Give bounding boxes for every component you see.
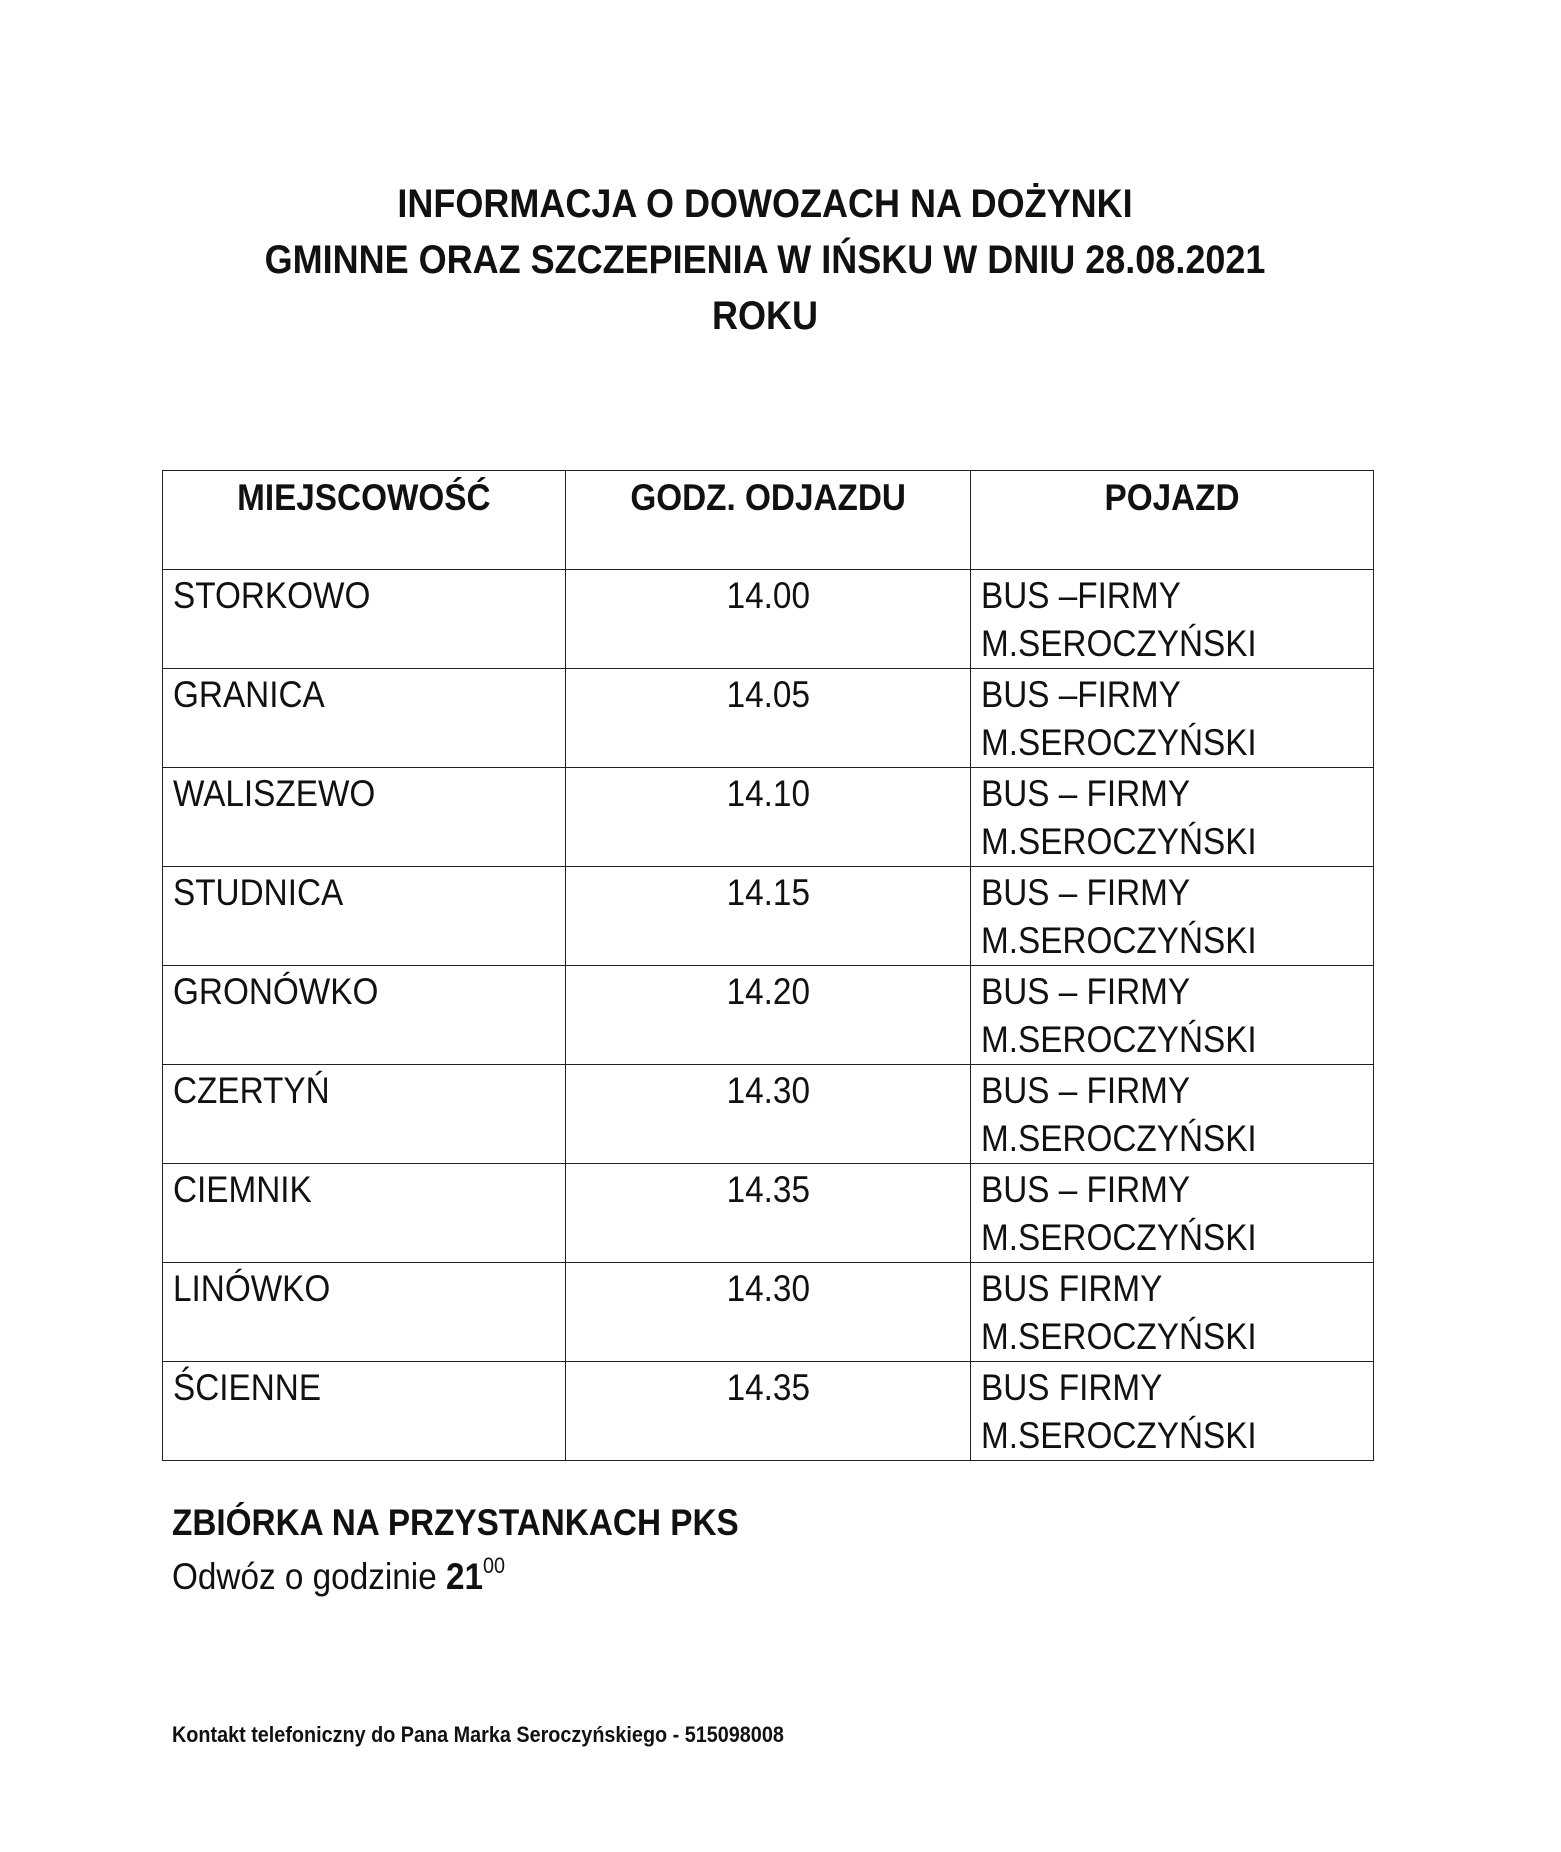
title-line-2: GMINNE ORAZ SZCZEPIENIA W IŃSKU W DNIU 28.08.2021 (264, 238, 1266, 282)
header-departure-time: GODZ. ODJAZDU (566, 471, 971, 570)
place-cell: CIEMNIK (163, 1164, 566, 1263)
departure-time-cell: 14.10 (566, 768, 971, 867)
place-cell: GRONÓWKO (163, 966, 566, 1065)
vehicle-cell: BUS – FIRMY M.SEROCZYŃSKI (971, 768, 1374, 867)
place-cell: ŚCIENNE (163, 1362, 566, 1461)
place-cell: STUDNICA (163, 867, 566, 966)
departure-time-cell: 14.35 (566, 1362, 971, 1461)
schedule-body (163, 570, 1374, 1461)
title-line-1: INFORMACJA O DOWOZACH NA DOŻYNKI (397, 182, 1133, 226)
table-row (163, 867, 1374, 966)
departure-time-cell: 14.15 (566, 867, 971, 966)
vehicle-cell: BUS – FIRMY M.SEROCZYŃSKI (971, 1065, 1374, 1164)
departure-time-cell: 14.20 (566, 966, 971, 1065)
table-row (163, 768, 1374, 867)
table-row (163, 669, 1374, 768)
table-row (163, 966, 1374, 1065)
vehicle-cell: BUS FIRMY M.SEROCZYŃSKI (971, 1362, 1374, 1461)
return-note (172, 1553, 505, 1598)
vehicle-cell: BUS FIRMY M.SEROCZYŃSKI (971, 1263, 1374, 1362)
table-row (163, 570, 1374, 669)
departure-time-cell: 14.35 (566, 1164, 971, 1263)
table-row (163, 1362, 1374, 1461)
return-hour: 21 (445, 1556, 484, 1597)
table-row (163, 1164, 1374, 1263)
table-row (163, 1263, 1374, 1362)
departure-time-cell: 14.30 (566, 1065, 971, 1164)
place-cell: CZERTYŃ (163, 1065, 566, 1164)
page-title (77, 176, 1454, 344)
header-vehicle: POJAZD (971, 471, 1374, 570)
place-cell: GRANICA (163, 669, 566, 768)
table-header-row (163, 471, 1374, 570)
departure-time-cell: 14.00 (566, 570, 971, 669)
vehicle-cell: BUS –FIRMY M.SEROCZYŃSKI (971, 669, 1374, 768)
place-cell: LINÓWKO (163, 1263, 566, 1362)
gathering-note: ZBIÓRKA NA PRZYSTANKACH PKS (172, 1502, 739, 1543)
header-place: MIEJSCOWOŚĆ (163, 471, 566, 570)
place-cell: WALISZEWO (163, 768, 566, 867)
contact-info: Kontakt telefoniczny do Pana Marka Seroczyńskiego - 515098008 (172, 1722, 784, 1747)
return-prefix: Odwóz o godzinie (172, 1556, 446, 1597)
departure-time-cell: 14.05 (566, 669, 971, 768)
vehicle-cell: BUS –FIRMY M.SEROCZYŃSKI (971, 570, 1374, 669)
vehicle-cell: BUS – FIRMY M.SEROCZYŃSKI (971, 867, 1374, 966)
table-row (163, 1065, 1374, 1164)
return-minutes: 00 (483, 1553, 506, 1578)
vehicle-cell: BUS – FIRMY M.SEROCZYŃSKI (971, 1164, 1374, 1263)
schedule-table (162, 470, 1374, 1461)
vehicle-cell: BUS – FIRMY M.SEROCZYŃSKI (971, 966, 1374, 1065)
place-cell: STORKOWO (163, 570, 566, 669)
title-line-3: ROKU (711, 294, 819, 338)
departure-time-cell: 14.30 (566, 1263, 971, 1362)
